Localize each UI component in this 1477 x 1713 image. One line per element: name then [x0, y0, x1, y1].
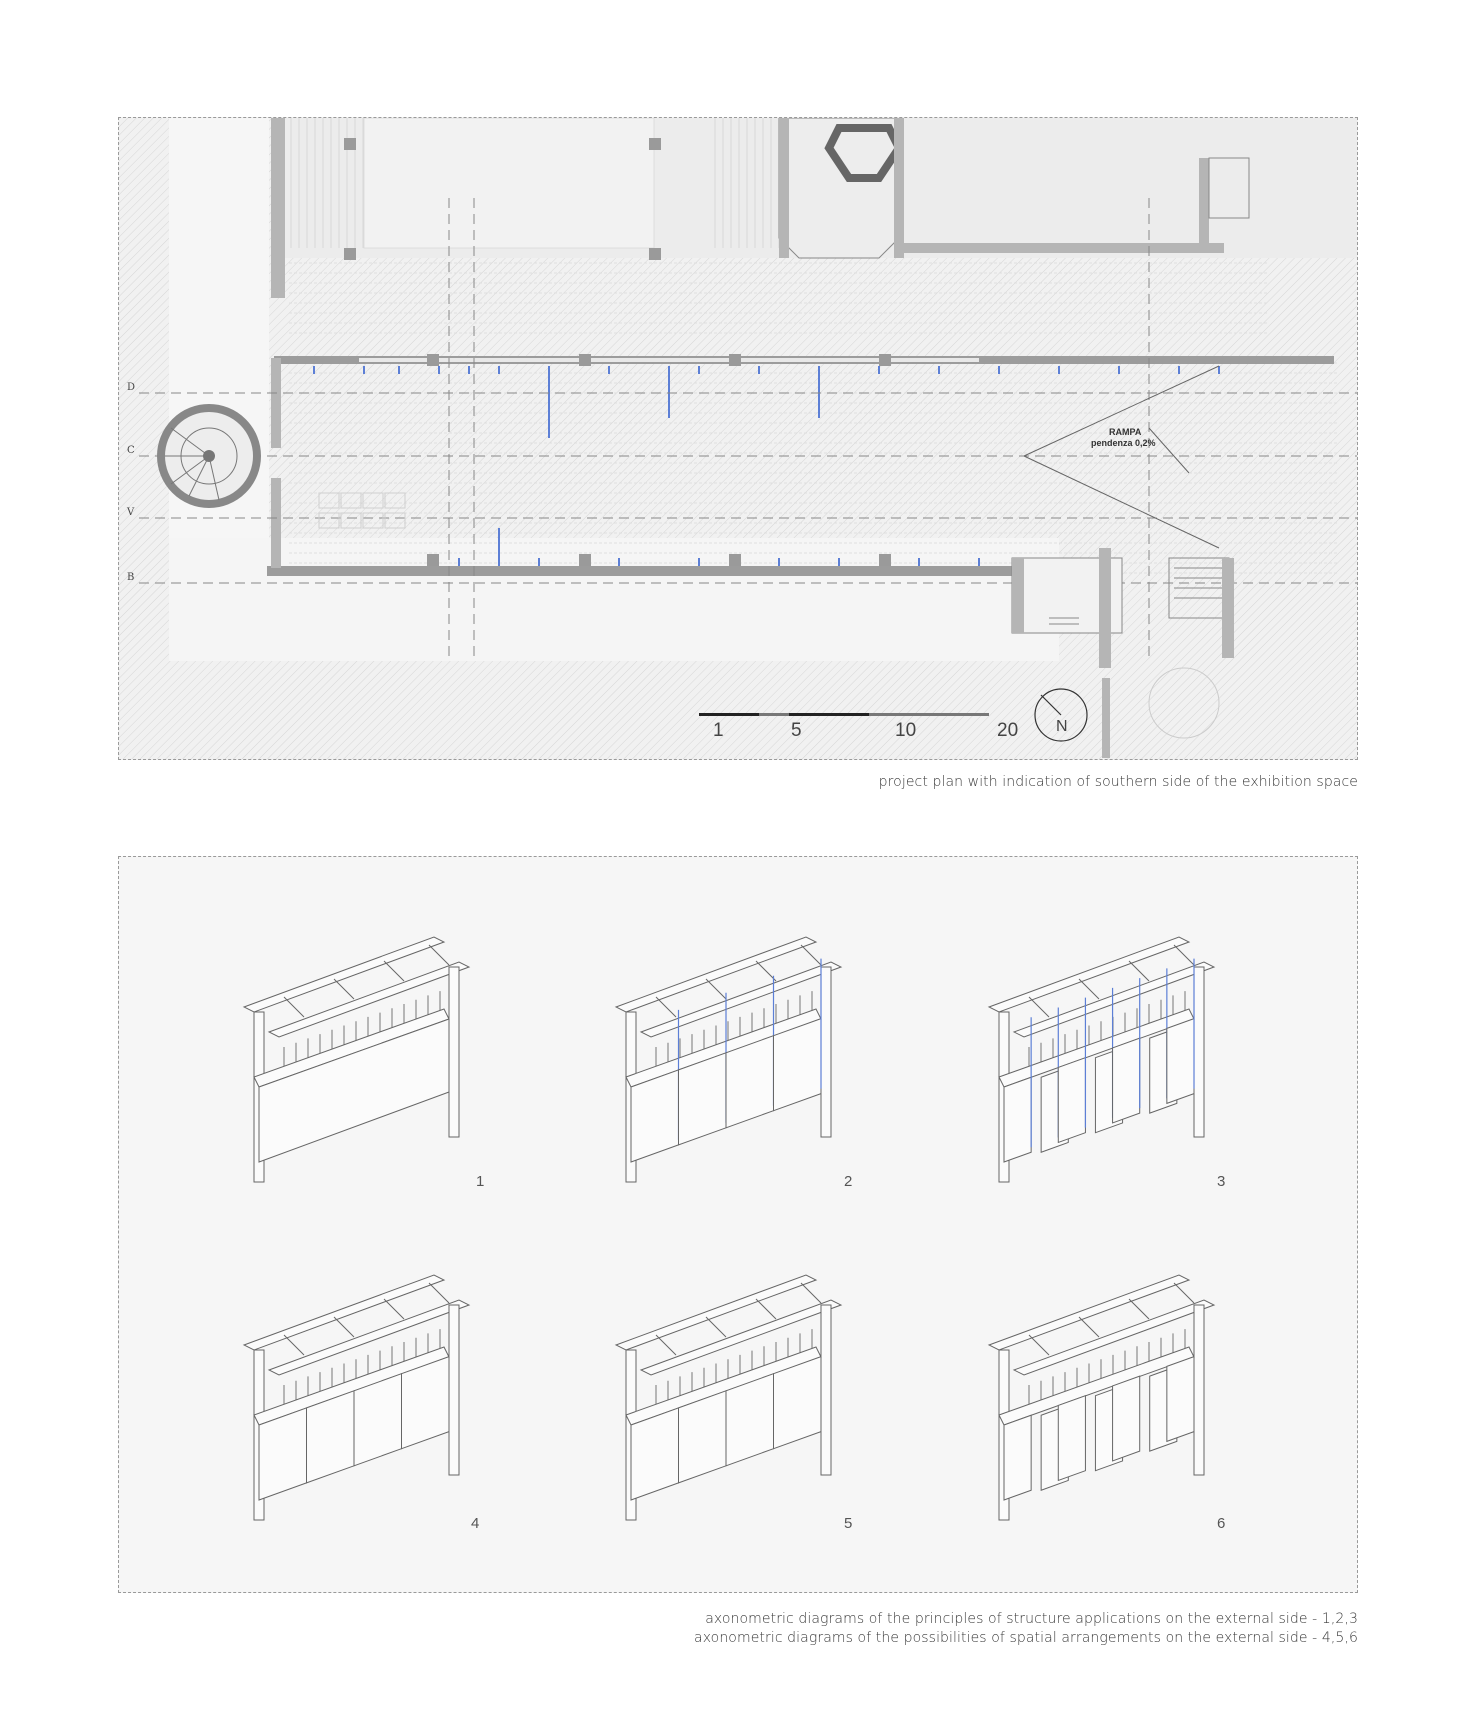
axis-label-b: B	[127, 572, 135, 583]
scale-label-5: 5	[791, 720, 802, 741]
axonometric-diagram-5	[616, 1275, 841, 1520]
floor-plan-panel	[118, 117, 1358, 760]
axonometric-diagram-3	[989, 937, 1214, 1182]
floor-plan-drawing	[119, 118, 1358, 760]
scale-label-1: 1	[713, 720, 724, 741]
axonometric-caption-line-1: axonometric diagrams of the principles of structure applications on the external side - 1,2,3	[705, 1611, 1358, 1627]
axis-label-v: V	[127, 507, 135, 518]
spiral-staircase	[161, 408, 257, 504]
axonometric-diagram-6	[989, 1275, 1214, 1520]
axonometric-diagram-2	[616, 937, 841, 1182]
scale-label-10: 10	[895, 720, 917, 741]
diagram-number-3: 3	[1217, 1173, 1226, 1190]
diagram-number-6: 6	[1217, 1515, 1226, 1532]
axonometric-caption-line-2: axonometric diagrams of the possibilities of spatial arrangements on the external side - 4,5,6	[694, 1630, 1358, 1646]
north-label: N	[1056, 718, 1068, 735]
axis-label-d: D	[127, 382, 136, 393]
axonometric-diagram-1	[244, 937, 469, 1182]
axonometric-panel	[118, 856, 1358, 1593]
scale-label-20: 20	[997, 720, 1019, 741]
diagram-number-4: 4	[471, 1515, 480, 1532]
south-wall	[267, 566, 1042, 576]
diagram-number-2: 2	[844, 1173, 853, 1190]
axonometric-diagrams	[119, 857, 1358, 1593]
diagram-number-1: 1	[476, 1173, 485, 1190]
ramp-slope: pendenza 0,2%	[1091, 438, 1156, 448]
axonometric-diagram-4	[244, 1275, 469, 1520]
diagram-number-5: 5	[844, 1515, 853, 1532]
axis-label-c: C	[127, 445, 135, 456]
scale-bar	[699, 713, 989, 716]
plan-caption: project plan with indication of southern side of the exhibition space	[878, 774, 1358, 790]
ramp-label: RAMPA	[1109, 427, 1142, 437]
